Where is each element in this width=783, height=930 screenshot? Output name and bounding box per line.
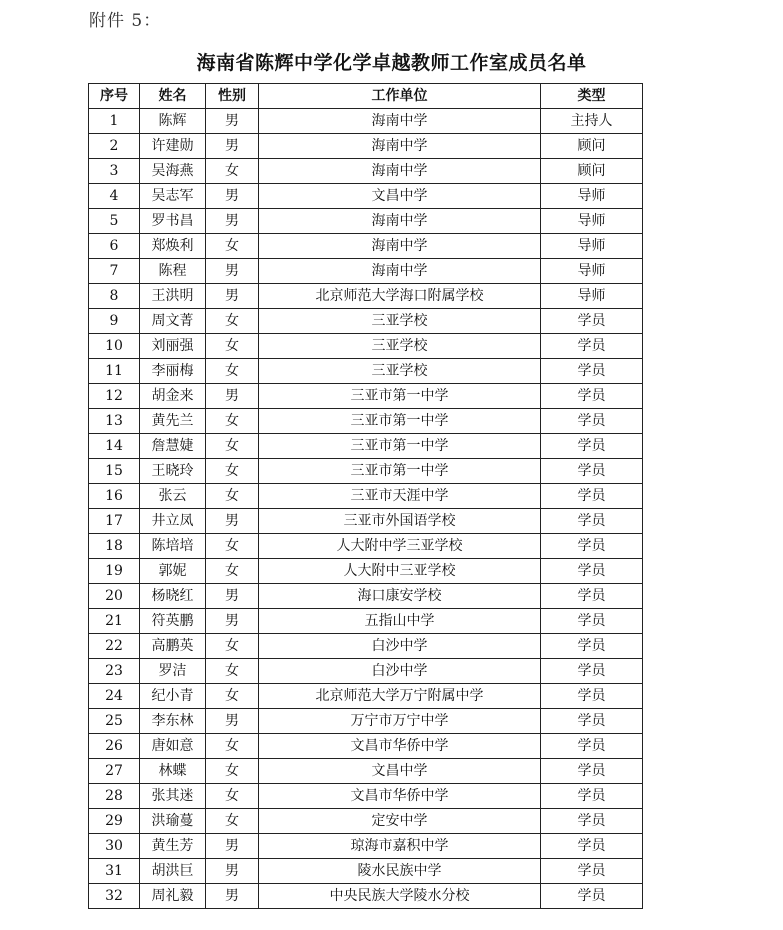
- cell-gender: 男: [206, 134, 259, 159]
- document-title: 海南省陈辉中学化学卓越教师工作室成员名单: [196, 52, 587, 74]
- cell-name: 张云: [140, 484, 206, 509]
- table-row: [89, 509, 643, 534]
- cell-gender: 男: [206, 109, 259, 134]
- cell-serial-number: 11: [89, 359, 140, 384]
- cell-work-unit: 三亚学校: [259, 359, 541, 384]
- table-row: [89, 384, 643, 409]
- cell-work-unit: 海南中学: [259, 159, 541, 184]
- cell-name: 杨晓红: [140, 584, 206, 609]
- cell-work-unit: 三亚市第一中学: [259, 384, 541, 409]
- cell-gender: 男: [206, 384, 259, 409]
- cell-gender: 女: [206, 159, 259, 184]
- cell-name: 吴志军: [140, 184, 206, 209]
- cell-work-unit: 万宁市万宁中学: [259, 709, 541, 734]
- header-type: 类型: [541, 84, 643, 109]
- cell-name: 许建勋: [140, 134, 206, 159]
- cell-work-unit: 海南中学: [259, 134, 541, 159]
- cell-type: 学员: [541, 834, 643, 859]
- cell-name: 洪瑜蔓: [140, 809, 206, 834]
- cell-gender: 女: [206, 234, 259, 259]
- cell-serial-number: 2: [89, 134, 140, 159]
- cell-work-unit: 五指山中学: [259, 609, 541, 634]
- cell-gender: 女: [206, 634, 259, 659]
- cell-name: 林蝶: [140, 759, 206, 784]
- cell-work-unit: 三亚市第一中学: [259, 409, 541, 434]
- table-header-row: [89, 84, 643, 109]
- cell-serial-number: 5: [89, 209, 140, 234]
- cell-type: 学员: [541, 484, 643, 509]
- table-row: [89, 459, 643, 484]
- cell-gender: 女: [206, 359, 259, 384]
- cell-type: 学员: [541, 609, 643, 634]
- cell-work-unit: 文昌市华侨中学: [259, 734, 541, 759]
- cell-serial-number: 12: [89, 384, 140, 409]
- header-name: 姓名: [140, 84, 206, 109]
- cell-work-unit: 白沙中学: [259, 634, 541, 659]
- cell-type: 学员: [541, 509, 643, 534]
- cell-name: 詹慧婕: [140, 434, 206, 459]
- cell-serial-number: 8: [89, 284, 140, 309]
- cell-type: 顾问: [541, 134, 643, 159]
- cell-serial-number: 30: [89, 834, 140, 859]
- cell-type: 学员: [541, 384, 643, 409]
- cell-work-unit: 三亚市外国语学校: [259, 509, 541, 534]
- cell-name: 郭妮: [140, 559, 206, 584]
- cell-name: 张其迷: [140, 784, 206, 809]
- cell-type: 顾问: [541, 159, 643, 184]
- cell-work-unit: 定安中学: [259, 809, 541, 834]
- cell-name: 吴海燕: [140, 159, 206, 184]
- cell-work-unit: 白沙中学: [259, 659, 541, 684]
- cell-work-unit: 海南中学: [259, 109, 541, 134]
- cell-serial-number: 17: [89, 509, 140, 534]
- cell-type: 主持人: [541, 109, 643, 134]
- cell-gender: 女: [206, 659, 259, 684]
- cell-gender: 女: [206, 309, 259, 334]
- cell-serial-number: 25: [89, 709, 140, 734]
- cell-type: 学员: [541, 784, 643, 809]
- cell-work-unit: 海南中学: [259, 259, 541, 284]
- cell-work-unit: 琼海市嘉积中学: [259, 834, 541, 859]
- table-row: [89, 284, 643, 309]
- table-row: [89, 809, 643, 834]
- cell-work-unit: 人大附中三亚学校: [259, 559, 541, 584]
- cell-name: 符英鹏: [140, 609, 206, 634]
- table-row: [89, 484, 643, 509]
- table-row: [89, 109, 643, 134]
- cell-gender: 女: [206, 759, 259, 784]
- cell-serial-number: 23: [89, 659, 140, 684]
- cell-gender: 男: [206, 184, 259, 209]
- cell-type: 学员: [541, 709, 643, 734]
- table-row: [89, 734, 643, 759]
- cell-serial-number: 16: [89, 484, 140, 509]
- cell-type: 导师: [541, 259, 643, 284]
- cell-serial-number: 14: [89, 434, 140, 459]
- cell-work-unit: 三亚市第一中学: [259, 434, 541, 459]
- header-work-unit: 工作单位: [259, 84, 541, 109]
- cell-type: 学员: [541, 334, 643, 359]
- cell-serial-number: 24: [89, 684, 140, 709]
- cell-serial-number: 9: [89, 309, 140, 334]
- table-row: [89, 709, 643, 734]
- cell-work-unit: 三亚学校: [259, 309, 541, 334]
- cell-gender: 女: [206, 534, 259, 559]
- cell-type: 学员: [541, 859, 643, 884]
- cell-type: 学员: [541, 584, 643, 609]
- cell-gender: 女: [206, 334, 259, 359]
- cell-type: 学员: [541, 759, 643, 784]
- cell-type: 学员: [541, 434, 643, 459]
- table-row: [89, 534, 643, 559]
- cell-gender: 女: [206, 809, 259, 834]
- cell-serial-number: 22: [89, 634, 140, 659]
- cell-serial-number: 26: [89, 734, 140, 759]
- cell-type: 学员: [541, 734, 643, 759]
- cell-gender: 女: [206, 484, 259, 509]
- table-row: [89, 259, 643, 284]
- cell-type: 学员: [541, 409, 643, 434]
- cell-gender: 男: [206, 609, 259, 634]
- cell-work-unit: 海南中学: [259, 209, 541, 234]
- cell-type: 学员: [541, 659, 643, 684]
- table-row: [89, 584, 643, 609]
- table-row: [89, 359, 643, 384]
- cell-name: 胡洪巨: [140, 859, 206, 884]
- table-row: [89, 634, 643, 659]
- cell-name: 王晓玲: [140, 459, 206, 484]
- cell-name: 周文菁: [140, 309, 206, 334]
- cell-type: 学员: [541, 459, 643, 484]
- cell-work-unit: 陵水民族中学: [259, 859, 541, 884]
- cell-gender: 男: [206, 709, 259, 734]
- table-row: [89, 409, 643, 434]
- cell-gender: 男: [206, 834, 259, 859]
- table-row: [89, 659, 643, 684]
- cell-name: 黄先兰: [140, 409, 206, 434]
- cell-serial-number: 31: [89, 859, 140, 884]
- cell-serial-number: 28: [89, 784, 140, 809]
- cell-gender: 女: [206, 459, 259, 484]
- cell-work-unit: 文昌中学: [259, 759, 541, 784]
- cell-gender: 男: [206, 284, 259, 309]
- cell-work-unit: 三亚学校: [259, 334, 541, 359]
- cell-name: 井立凤: [140, 509, 206, 534]
- cell-gender: 女: [206, 434, 259, 459]
- cell-serial-number: 21: [89, 609, 140, 634]
- cell-name: 高鹏英: [140, 634, 206, 659]
- cell-name: 陈程: [140, 259, 206, 284]
- cell-name: 罗洁: [140, 659, 206, 684]
- cell-type: 学员: [541, 359, 643, 384]
- table-row: [89, 209, 643, 234]
- member-roster-table: [88, 83, 643, 909]
- cell-name: 唐如意: [140, 734, 206, 759]
- cell-work-unit: 文昌市华侨中学: [259, 784, 541, 809]
- cell-work-unit: 文昌中学: [259, 184, 541, 209]
- cell-serial-number: 4: [89, 184, 140, 209]
- cell-serial-number: 1: [89, 109, 140, 134]
- cell-gender: 女: [206, 409, 259, 434]
- header-serial-number: 序号: [89, 84, 140, 109]
- cell-name: 陈培培: [140, 534, 206, 559]
- cell-serial-number: 19: [89, 559, 140, 584]
- cell-type: 学员: [541, 809, 643, 834]
- cell-name: 刘丽强: [140, 334, 206, 359]
- cell-gender: 男: [206, 259, 259, 284]
- cell-serial-number: 7: [89, 259, 140, 284]
- cell-work-unit: 北京师范大学万宁附属中学: [259, 684, 541, 709]
- table-row: [89, 684, 643, 709]
- cell-work-unit: 北京师范大学海口附属学校: [259, 284, 541, 309]
- cell-serial-number: 3: [89, 159, 140, 184]
- cell-gender: 男: [206, 209, 259, 234]
- cell-gender: 男: [206, 859, 259, 884]
- cell-name: 郑焕利: [140, 234, 206, 259]
- cell-name: 王洪明: [140, 284, 206, 309]
- table-row: [89, 559, 643, 584]
- cell-gender: 女: [206, 559, 259, 584]
- cell-type: 学员: [541, 634, 643, 659]
- table-row: [89, 159, 643, 184]
- cell-name: 纪小青: [140, 684, 206, 709]
- table-row: [89, 884, 643, 909]
- cell-serial-number: 10: [89, 334, 140, 359]
- cell-serial-number: 18: [89, 534, 140, 559]
- cell-serial-number: 13: [89, 409, 140, 434]
- cell-type: 导师: [541, 209, 643, 234]
- table-row: [89, 184, 643, 209]
- table-row: [89, 759, 643, 784]
- cell-work-unit: 中央民族大学陵水分校: [259, 884, 541, 909]
- table-row: [89, 834, 643, 859]
- cell-gender: 女: [206, 734, 259, 759]
- cell-serial-number: 29: [89, 809, 140, 834]
- cell-gender: 男: [206, 509, 259, 534]
- cell-work-unit: 三亚市天涯中学: [259, 484, 541, 509]
- cell-name: 李东林: [140, 709, 206, 734]
- cell-type: 学员: [541, 684, 643, 709]
- cell-work-unit: 海口康安学校: [259, 584, 541, 609]
- attachment-label: 附件 5：: [89, 11, 162, 31]
- cell-type: 导师: [541, 234, 643, 259]
- table-row: [89, 234, 643, 259]
- cell-work-unit: 人大附中学三亚学校: [259, 534, 541, 559]
- cell-gender: 男: [206, 884, 259, 909]
- cell-name: 黄生芳: [140, 834, 206, 859]
- cell-name: 周礼毅: [140, 884, 206, 909]
- cell-gender: 女: [206, 784, 259, 809]
- cell-name: 罗书昌: [140, 209, 206, 234]
- cell-name: 李丽梅: [140, 359, 206, 384]
- table-row: [89, 784, 643, 809]
- cell-gender: 男: [206, 584, 259, 609]
- table-row: [89, 334, 643, 359]
- table-body: [89, 109, 643, 909]
- table-row: [89, 434, 643, 459]
- cell-name: 胡金来: [140, 384, 206, 409]
- cell-type: 学员: [541, 884, 643, 909]
- header-gender: 性别: [206, 84, 259, 109]
- table-row: [89, 609, 643, 634]
- table-row: [89, 134, 643, 159]
- cell-gender: 女: [206, 684, 259, 709]
- cell-serial-number: 20: [89, 584, 140, 609]
- cell-work-unit: 三亚市第一中学: [259, 459, 541, 484]
- cell-name: 陈辉: [140, 109, 206, 134]
- cell-type: 学员: [541, 309, 643, 334]
- table-row: [89, 309, 643, 334]
- cell-serial-number: 27: [89, 759, 140, 784]
- cell-serial-number: 15: [89, 459, 140, 484]
- cell-serial-number: 6: [89, 234, 140, 259]
- cell-type: 导师: [541, 184, 643, 209]
- cell-type: 学员: [541, 559, 643, 584]
- cell-work-unit: 海南中学: [259, 234, 541, 259]
- table-row: [89, 859, 643, 884]
- cell-type: 导师: [541, 284, 643, 309]
- cell-type: 学员: [541, 534, 643, 559]
- cell-serial-number: 32: [89, 884, 140, 909]
